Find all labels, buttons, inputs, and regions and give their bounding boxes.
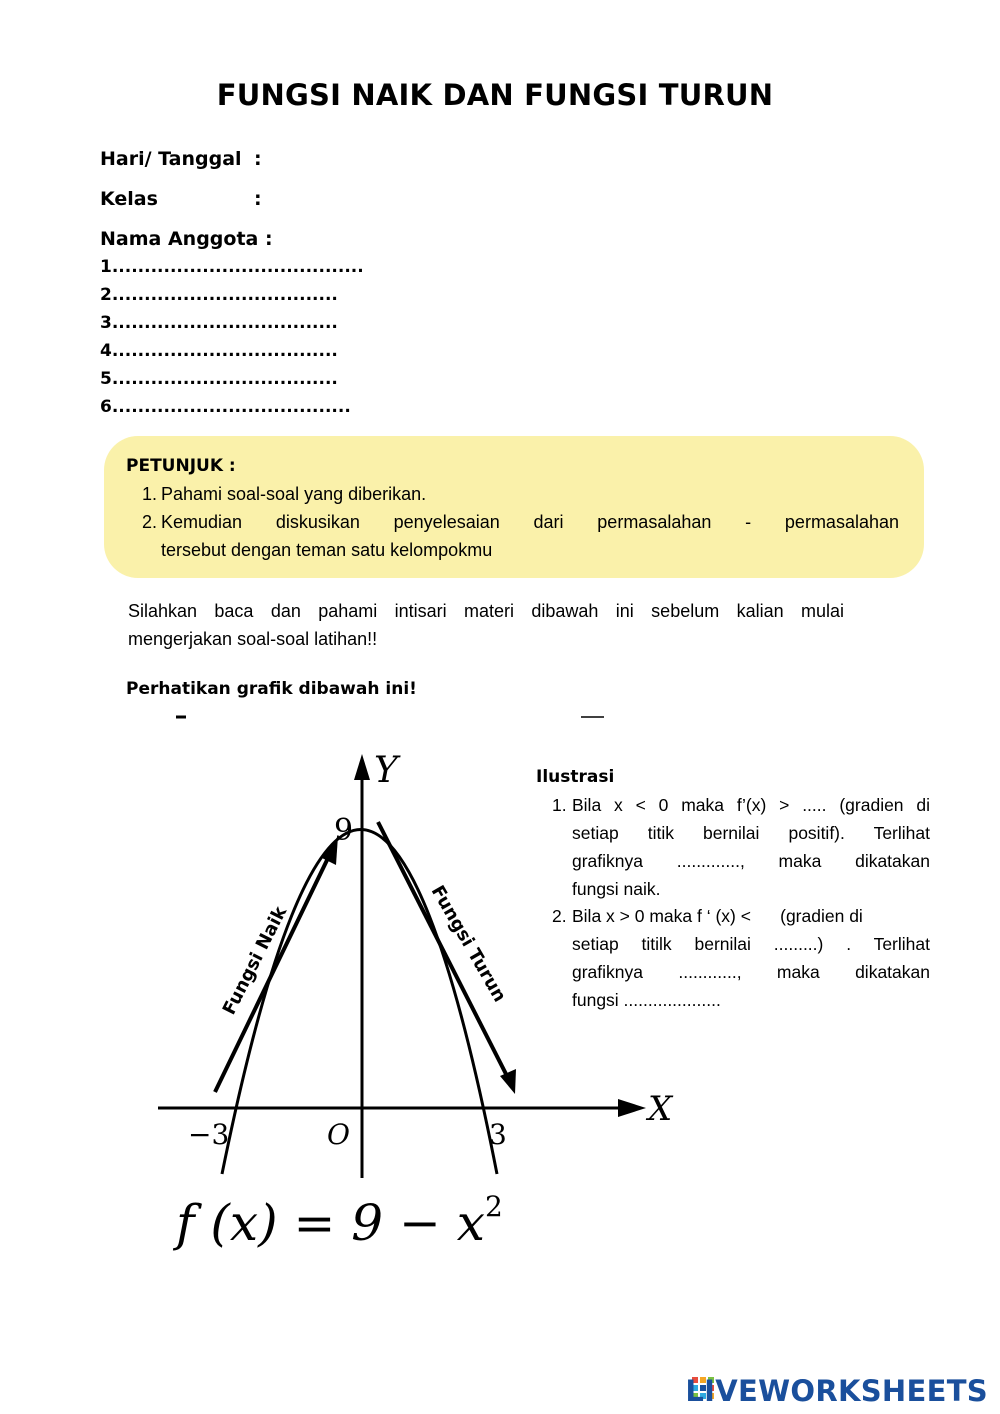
instruction-num-2: 2. [142,512,158,532]
formula-main: f (x) = 9 − x [176,1194,485,1252]
illustration-1-line-1: Bila x < 0 maka f’(x) > ..... (gradien di [572,795,930,815]
x-right-label: 3 [489,1118,507,1151]
y-axis-arrowhead [354,754,370,780]
graph-prompt: Perhatikan grafik dibawah ini! [126,679,417,699]
instruction-heading: PETUNJUK : [126,456,236,476]
x-axis-arrowhead [618,1099,646,1117]
illustration-num-1: 1. [552,795,567,815]
illustration-2-line-3: grafiknya ............, maka dikatakan [572,962,930,982]
member-line-6[interactable]: 6..................................... [100,397,351,417]
page-title: FUNGSI NAIK DAN FUNGSI TURUN [216,78,774,112]
illustration-1-line-4: fungsi naik. [572,879,661,899]
instruction-num-1: 1. [142,484,158,504]
class-colon: : [254,188,262,210]
member-line-1[interactable]: 1....................................... [100,257,364,277]
member-line-4[interactable]: 4................................... [100,341,338,361]
formula-exponent: 2 [484,1190,503,1223]
instruction-text-2-line2: tersebut dengan teman satu kelompokmu [161,540,493,560]
illustration-heading: Ilustrasi [536,767,615,787]
illustration-1-line-3: grafiknya ............., maka dikatakan [572,851,930,871]
instruction-text-2-line1: Kemudian diskusikan penyelesaian dari permasalahan - permasalahan [161,512,899,532]
decreasing-arrow-shaft [378,822,508,1078]
illustration-1-line-2: setiap titik bernilai positif). Terlihat [572,823,930,843]
x-axis-label: X [648,1089,673,1129]
decreasing-label: Fungsi Turun [426,882,511,1006]
illustration-item-1 [572,791,930,903]
y-axis-label: Y [374,750,398,791]
illustration-2-line-1: Bila x > 0 maka f ‘ (x) < (gradien di [572,906,863,926]
intro-line-2: mengerjakan soal-soal latihan!! [128,629,378,649]
day-date-colon: : [254,148,262,170]
y-max-label: 9 [334,813,354,848]
illustration-2-line-4: fungsi .................... [572,990,721,1010]
member-line-2[interactable]: 2................................... [100,285,338,305]
increasing-arrow-shaft [215,856,329,1092]
member-line-3[interactable]: 3................................... [100,313,338,333]
formula [172,1190,503,1252]
instruction-text-1: Pahami soal-soal yang diberikan. [161,484,427,504]
illustration-num-2: 2. [552,906,567,926]
members-label: Nama Anggota : [100,228,273,250]
decreasing-arrowhead [500,1069,516,1094]
illustration-item-2 [572,902,930,1014]
intro-line-1: Silahkan baca dan pahami intisari materi dibawah ini sebelum kalian mulai [128,601,844,621]
liveworksheets-logo[interactable]: LIVEWORKSHEETS [685,1374,988,1408]
origin-label: O [327,1118,350,1151]
day-date-label: Hari/ Tanggal [100,148,242,170]
x-left-label: −3 [188,1118,230,1151]
parabola-curve [222,830,497,1175]
illustration-2-line-2: setiap titilk bernilai .........) . Terlihat [572,934,930,954]
increasing-label: Fungsi Naik [218,903,292,1019]
class-label: Kelas [100,188,158,210]
member-line-5[interactable]: 5................................... [100,369,338,389]
